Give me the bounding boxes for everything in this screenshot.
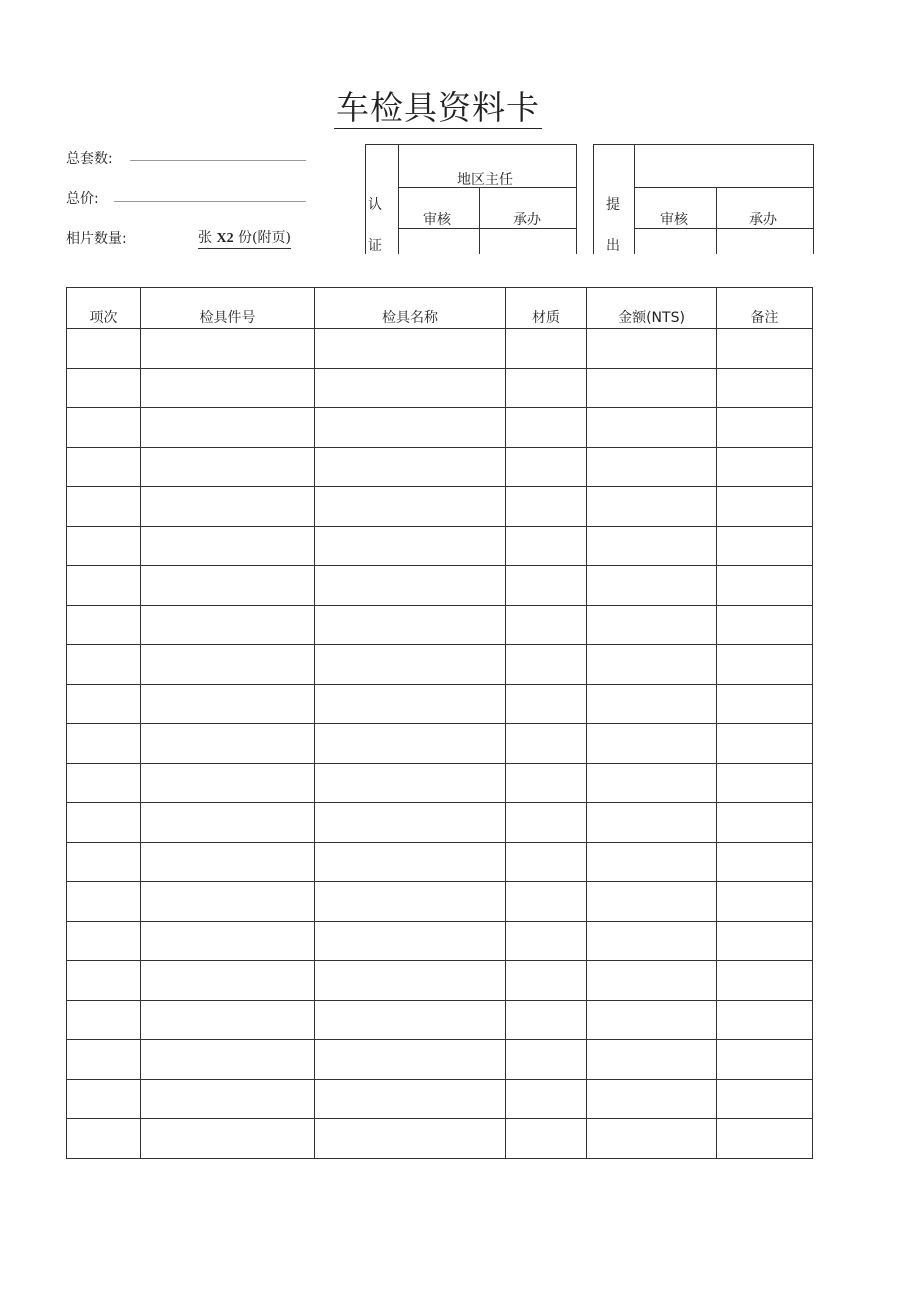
cell-item-no[interactable] [67,803,141,843]
cell-gauge-name[interactable] [315,684,506,724]
cell-part-no[interactable] [141,1079,315,1119]
cell-item-no[interactable] [67,763,141,803]
cell-item-no[interactable] [67,1000,141,1040]
cell-part-no[interactable] [141,645,315,685]
cell-amount[interactable] [587,763,717,803]
table-row [67,961,813,1001]
header-gauge-name: 检具名称 [315,288,506,329]
cell-part-no[interactable] [141,882,315,922]
cell-amount[interactable] [587,566,717,606]
cell-gauge-name[interactable] [315,763,506,803]
cell-item-no[interactable] [67,961,141,1001]
cell-remarks[interactable] [717,803,813,843]
certify-side-label-2: 证 [368,238,382,254]
cell-remarks[interactable] [717,1040,813,1080]
cell-amount[interactable] [587,842,717,882]
cell-gauge-name[interactable] [315,724,506,764]
certify-col-review: 审核 [423,212,451,228]
cell-material[interactable] [506,1079,587,1119]
cell-item-no[interactable] [67,487,141,527]
cell-amount[interactable] [587,487,717,527]
cell-gauge-name[interactable] [315,1119,506,1159]
cell-item-no[interactable] [67,921,141,961]
table-row [67,447,813,487]
cell-remarks[interactable] [717,1119,813,1159]
cell-part-no[interactable] [141,329,315,369]
cell-remarks[interactable] [717,605,813,645]
cell-amount[interactable] [587,368,717,408]
cell-remarks[interactable] [717,961,813,1001]
cell-item-no[interactable] [67,882,141,922]
table-row [67,566,813,606]
cell-part-no[interactable] [141,566,315,606]
table-row [67,1040,813,1080]
box-line [365,144,577,145]
table-row [67,487,813,527]
box-line [593,144,594,254]
table-row [67,803,813,843]
table-row [67,408,813,448]
box-line [634,187,814,188]
cell-material[interactable] [506,447,587,487]
certify-header: 地区主任 [457,172,513,188]
cell-amount[interactable] [587,724,717,764]
cell-amount[interactable] [587,921,717,961]
cell-gauge-name[interactable] [315,1079,506,1119]
cell-material[interactable] [506,961,587,1001]
table-row [67,605,813,645]
table-row [67,329,813,369]
cell-item-no[interactable] [67,566,141,606]
cell-material[interactable] [506,803,587,843]
cell-item-no[interactable] [67,724,141,764]
box-line [398,144,399,254]
cell-part-no[interactable] [141,605,315,645]
cell-amount[interactable] [587,803,717,843]
cell-material[interactable] [506,1000,587,1040]
total-price-field[interactable] [114,201,306,202]
cell-amount[interactable] [587,1040,717,1080]
cell-gauge-name[interactable] [315,645,506,685]
cell-amount[interactable] [587,645,717,685]
gauge-data-table [66,287,813,1159]
cell-material[interactable] [506,882,587,922]
cell-item-no[interactable] [67,1040,141,1080]
cell-material[interactable] [506,487,587,527]
cell-remarks[interactable] [717,842,813,882]
table-row [67,1119,813,1159]
table-body [67,329,813,1159]
submit-signature-box [593,144,814,254]
cell-part-no[interactable] [141,408,315,448]
cell-item-no[interactable] [67,329,141,369]
cell-remarks[interactable] [717,566,813,606]
cell-gauge-name[interactable] [315,605,506,645]
cell-gauge-name[interactable] [315,408,506,448]
cell-amount[interactable] [587,1079,717,1119]
box-line [576,144,577,254]
cell-remarks[interactable] [717,329,813,369]
cell-item-no[interactable] [67,645,141,685]
submit-col-review: 审核 [660,212,688,228]
table-row [67,1079,813,1119]
cell-remarks[interactable] [717,447,813,487]
submit-side-label-2: 出 [606,238,620,254]
cell-amount[interactable] [587,882,717,922]
table-row [67,724,813,764]
certify-col-handle: 承办 [513,212,541,228]
cell-gauge-name[interactable] [315,803,506,843]
cell-amount[interactable] [587,1000,717,1040]
cell-remarks[interactable] [717,882,813,922]
photo-qty-prefix: 张 [198,230,217,246]
cell-remarks[interactable] [717,487,813,527]
total-sets-field[interactable] [130,160,306,161]
cell-material[interactable] [506,842,587,882]
cell-part-no[interactable] [141,368,315,408]
box-line [365,144,366,254]
cell-remarks[interactable] [717,526,813,566]
cell-remarks[interactable] [717,408,813,448]
cell-gauge-name[interactable] [315,842,506,882]
cell-item-no[interactable] [67,447,141,487]
cell-item-no[interactable] [67,526,141,566]
cell-item-no[interactable] [67,684,141,724]
header-item-no: 项次 [67,288,141,329]
cell-part-no[interactable] [141,447,315,487]
table-row [67,645,813,685]
cell-remarks[interactable] [717,1000,813,1040]
cell-part-no[interactable] [141,1119,315,1159]
photo-qty-value [198,227,291,249]
total-price-label: 总价: [66,191,99,207]
cell-remarks[interactable] [717,1079,813,1119]
table-row [67,684,813,724]
certify-side-label-1: 认 [368,197,382,213]
cell-part-no[interactable] [141,684,315,724]
cell-gauge-name[interactable] [315,882,506,922]
cell-amount[interactable] [587,408,717,448]
cell-gauge-name[interactable] [315,566,506,606]
cell-part-no[interactable] [141,842,315,882]
submit-side-label-1: 提 [606,197,620,213]
box-line [634,144,635,254]
cell-amount[interactable] [587,447,717,487]
cell-gauge-name[interactable] [315,487,506,527]
box-line [593,144,814,145]
table-row [67,763,813,803]
cell-part-no[interactable] [141,1040,315,1080]
cell-amount[interactable] [587,1119,717,1159]
cell-remarks[interactable] [717,684,813,724]
header-part-no: 检具件号 [141,288,315,329]
table-row [67,526,813,566]
total-sets-label: 总套数: [66,151,113,167]
cell-amount[interactable] [587,605,717,645]
title-text: 车检具资料卡 [336,88,540,127]
cell-amount[interactable] [587,961,717,1001]
cell-material[interactable] [506,566,587,606]
cell-item-no[interactable] [67,605,141,645]
cell-amount[interactable] [587,526,717,566]
cell-gauge-name[interactable] [315,961,506,1001]
cell-part-no[interactable] [141,961,315,1001]
cell-material[interactable] [506,684,587,724]
cell-part-no[interactable] [141,921,315,961]
cell-part-no[interactable] [141,487,315,527]
table-header-row [67,288,813,329]
cell-part-no[interactable] [141,724,315,764]
cell-gauge-name[interactable] [315,1000,506,1040]
cell-remarks[interactable] [717,724,813,764]
box-line [479,187,480,254]
cell-material[interactable] [506,605,587,645]
cell-material[interactable] [506,1119,587,1159]
certify-signature-box [365,144,577,254]
cell-material[interactable] [506,921,587,961]
cell-item-no[interactable] [67,368,141,408]
cell-material[interactable] [506,645,587,685]
cell-part-no[interactable] [141,1000,315,1040]
table-row [67,1000,813,1040]
table-row [67,842,813,882]
cell-remarks[interactable] [717,368,813,408]
cell-material[interactable] [506,526,587,566]
cell-gauge-name[interactable] [315,526,506,566]
cell-amount[interactable] [587,329,717,369]
cell-remarks[interactable] [717,763,813,803]
table-row [67,882,813,922]
cell-item-no[interactable] [67,408,141,448]
cell-item-no[interactable] [67,1119,141,1159]
cell-material[interactable] [506,724,587,764]
cell-material[interactable] [506,408,587,448]
cell-material[interactable] [506,1040,587,1080]
cell-material[interactable] [506,763,587,803]
photo-qty-multiplier: X2 [216,231,234,246]
cell-item-no[interactable] [67,1079,141,1119]
header-amount: 金额(NTS) [587,288,717,329]
submit-col-handle: 承办 [749,212,777,228]
box-line [716,187,717,254]
photo-qty-label: 相片数量: [66,231,127,247]
cell-gauge-name[interactable] [315,329,506,369]
header-material: 材质 [506,288,587,329]
cell-gauge-name[interactable] [315,921,506,961]
photo-qty-suffix: 份(附页) [233,230,291,246]
table-row [67,368,813,408]
box-line [813,144,814,254]
cell-gauge-name[interactable] [315,1040,506,1080]
cell-material[interactable] [506,368,587,408]
cell-item-no[interactable] [67,842,141,882]
cell-amount[interactable] [587,684,717,724]
cell-remarks[interactable] [717,645,813,685]
cell-part-no[interactable] [141,803,315,843]
cell-part-no[interactable] [141,526,315,566]
header-remarks: 备注 [717,288,813,329]
cell-gauge-name[interactable] [315,368,506,408]
cell-remarks[interactable] [717,921,813,961]
cell-material[interactable] [506,329,587,369]
cell-part-no[interactable] [141,763,315,803]
document-title [0,82,876,129]
cell-gauge-name[interactable] [315,447,506,487]
table-row [67,921,813,961]
